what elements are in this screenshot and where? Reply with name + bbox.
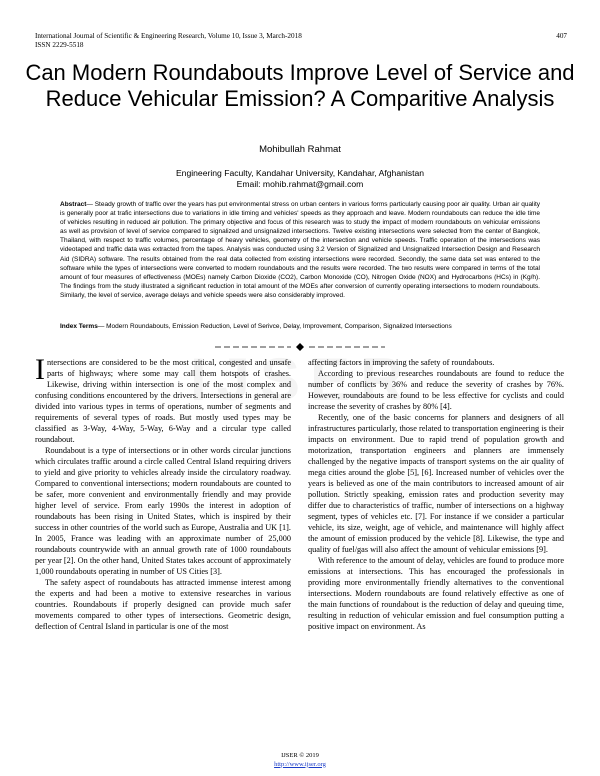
abstract-text: — Steady growth of traffic over the years has put environmental stress on urban centers in various forms particularly causing poor air quality. Urban air quality is generally poor at trafic intersections due to variations in idle timing and vehicles' speeds as they approach and leave. Modern roundabouts can reduce the idle time of vehicles resulting in reduced air pollution. The primary objective and focus of this research was to study the impact of modern roundabouts on vehicular emissions as well as provision of level of service compared to signalized and unsignalized intersections. Twelve existing intersections were selected from the center of Bangkok, Thailand, with respect to traffic volumes, percentage of heavy vehicles, geometry of the intersection and vehicle speeds. Traffic operation of the intersections was videotaped and traffic data was extracted from the tapes. Analysis was conducted using 3.2 Version of Signalized and Unsignalized Intersection Design and Research Aid (SIDRA) software. The results obtained from the real data collected from existing intersections were recorded. Secondly, the same data set was entered to the software while the types of intersections were converted to modern roundabouts and the results were recorded. The two results were compared in terms of the total amount of four measures of effectiveness (MOEs) namely Carbon Dioxide (CO2), Carbon Monoxide (CO), Nitrogen Oxide (NOX) and Hydrocarbons (HCs) in (Kg/h). The findings from the study illustrated a significant reduction in total amount of the MOEs after conversion of currently operating intersections to modern roundabouts. Similarly, the level of service, average delays and vehicle speeds were also considerably improved.: [60, 201, 540, 299]
index-terms: [60, 322, 540, 331]
author-name: Mohibullah Rahmat: [259, 144, 341, 155]
author-email: Email: mohib.rahmat@gmail.com: [236, 179, 364, 189]
section-separator: [215, 341, 385, 353]
abstract: [60, 200, 540, 300]
drop-cap: I: [35, 353, 45, 386]
body-column-right: [308, 357, 564, 632]
affiliation-block: [0, 168, 600, 190]
body-paragraph: Roundabout is a type of intersections or in other words circular junctions which circulates traffic around a circle called Central Island requiring drivers to yield and give priority to vehicles already inside the circulatory roadway. Compared to conventional intersections; modern roundabouts are counted to be safer, more convenient and environmentally friendly and may provide higher level of service. From early 1990s the interest in adoption of roundabouts has been rising in United States, which is inspired by their success in other countries of the world such as Europe, Australia and UK [1]. In 2005, France was leading with an approximate number of 25,000 roundabouts countrywide with an annual growth rate of 1000 roundabouts per year [2]. On the other hand, United States takes account of approximately 1,000 roundabouts operating in number of US Cities [3].: [35, 446, 291, 576]
body-paragraph: Intersections are considered to be the most critical, congested and unsafe parts of highways; where some may call them hotspots of crashes. Likewise, driving within intersection is one of the most complex and confusing conditions encountered by the drivers. Intersections in general are divided into various types in terms of operations, number of segments and requirements of several types of roads. But mostly used types may be classified as 3-Way, 4-Way, 5-Way, 6-Way and a circular type called roundabout.: [35, 353, 291, 444]
index-terms-label: Index Terms: [60, 323, 98, 330]
abstract-label: Abstract: [60, 201, 87, 208]
issn: ISSN 2229-5518: [35, 41, 84, 49]
body-paragraph: affecting factors in improving the safety of roundabouts.: [308, 358, 495, 367]
paper-title: Can Modern Roundabouts Improve Level of Service and Reduce Vehicular Emission? A Comparitive Analysis: [25, 60, 575, 111]
body-paragraph: According to previous researches roundabouts are found to reduce the number of conflicts by 36% and reduce the severity of crashes by 76%. However, roundabouts are found to be less effective for cyclists and could increase the severity of crashes by 80% [4].: [308, 369, 564, 411]
body-paragraph: The safety aspect of roundabouts has attracted immense interest among the experts and had been a motive to extensive researches in various countries. Roundabouts if properly designed can provide much safer movements compared to other types of intersections. Geometric design, deflection of Central Island in particular is one of the most: [35, 578, 291, 631]
body-paragraph: With reference to the amount of delay, vehicles are found to produce more emissions at intersections. This has encouraged the professionals in providing more environmentally friendly alternatives to the conventional intersections. Modern roundabouts are found relatively effective as one of the main functions of roundabout is the reduction of delay and queuing time, resulting in reduction of vehicular emission and fuel consumption putting a positive impact on environment. As: [308, 556, 564, 631]
diamond-icon: [296, 343, 304, 351]
index-terms-text: — Modern Roundabouts, Emission Reduction, Level of Serivce, Delay, Improvement, Comparison, Signalized Intersections: [97, 323, 452, 330]
journal-header: [35, 32, 567, 50]
copyright: IJSER © 2019: [281, 752, 319, 759]
journal-info: International Journal of Scientific & Engineering Research, Volume 10, Issue 3, March-2018: [35, 32, 302, 40]
body-paragraph: Recently, one of the basic concerns for planners and designers of all infrastructures particularly, those related to transportation engineering is their impacts on environment. Due to rapid trend of population growth and motorization, transportation engineers and planners are immensely challenged by the negative impacts of transport systems on the air quality of mega cities around the globe [5], [6]. Increased number of vehicles over the years is believed as one of the main contributors to increased amount of air pollution. Strictly speaking, emission rates and production severity may differ due to characteristics of traffic, number of intersections on a highway segment, types of vehicles etc. [7]. For instance if we consider a particular vehicle, its size, weight, age of vehicle, and maintenance will highly affect the amount of emission produced by the vehicle [8]. Likewise, the type and quality of fuel/gas will also affect the amount of vehicular emissions [9].: [308, 413, 564, 554]
journal-link[interactable]: http://www.ijser.org: [274, 760, 326, 768]
body-column-left: [35, 353, 291, 632]
page-number: 407: [556, 32, 567, 40]
page-footer: [0, 752, 600, 769]
affiliation: Engineering Faculty, Kandahar University, Kandahar, Afghanistan: [175, 168, 425, 178]
